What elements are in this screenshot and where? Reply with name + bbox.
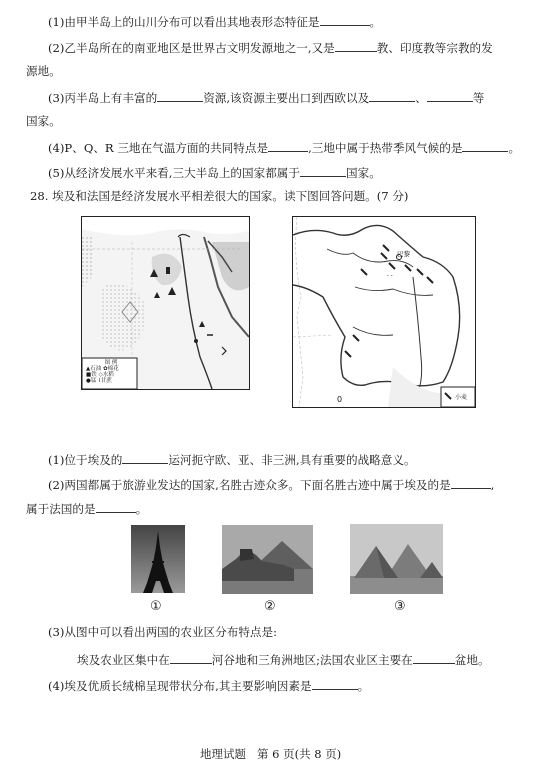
answer-blank[interactable]	[268, 139, 308, 152]
q27-part4: (4)P、Q、R 三地在气温方面的共同特点是 ,三地中属于热带季风气候的是 。	[48, 141, 521, 155]
q27-part5: (5)从经济发展水平来看,三大半岛上的国家都属于 国家。	[48, 166, 381, 180]
page-footer: 地理试题 第 6 页(共 8 页)	[200, 747, 342, 761]
q28-part2: (2)两国都属于旅游业发达的国家,名胜古迹众多。下面名胜古迹中属于埃及的是 ,	[48, 478, 495, 492]
answer-blank[interactable]	[312, 677, 358, 690]
egypt-map	[81, 216, 250, 390]
answer-blank[interactable]	[320, 13, 370, 26]
q27-part1: (1)由甲半岛上的山川分布可以看出其地表形态特征是 。	[48, 15, 382, 29]
answer-blank[interactable]	[369, 89, 415, 102]
photo-label-1: ①	[150, 599, 162, 614]
eiffel-tower-photo	[131, 525, 185, 593]
q27-part2: (2)乙半岛所在的南亚地区是世界古文明发源地之一,又是 教、印度教等宗教的发	[48, 41, 493, 55]
sphinx-photo	[222, 525, 313, 594]
scale-zero: 0	[337, 395, 343, 404]
q28-part2-cont: 属于法国的是 。	[26, 502, 148, 516]
q28-part3-answer: 埃及农业区集中在 河谷地和三角洲地区;法国农业区主要在 盆地。	[77, 653, 490, 667]
q28-title: 28. 埃及和法国是经济发展水平相差很大的国家。读下图回答问题。(7 分)	[30, 189, 409, 203]
photo-label-2: ②	[264, 599, 276, 614]
q28-part1: (1)位于埃及的 运河扼守欧、亚、非三洲,具有重要的战略意义。	[48, 453, 416, 467]
answer-blank[interactable]	[427, 89, 473, 102]
answer-blank[interactable]	[122, 451, 168, 464]
answer-blank[interactable]	[300, 164, 346, 177]
answer-blank[interactable]	[451, 476, 491, 489]
q27-part3: (3)丙半岛上有丰富的 资源,该资源主要出口到西欧以及 、 等	[48, 91, 485, 105]
answer-blank[interactable]	[462, 139, 508, 152]
answer-blank[interactable]	[413, 651, 455, 664]
q28-part4: (4)埃及优质长绒棉呈现带状分布,其主要影响因素是 。	[48, 679, 370, 693]
answer-blank[interactable]	[96, 500, 136, 513]
photo-label-3: ③	[394, 599, 406, 614]
q28-part3: (3)从图中可以看出两国的农业区分布特点是:	[48, 625, 278, 639]
q27-part3-cont: 国家。	[26, 114, 61, 128]
answer-blank[interactable]	[335, 39, 377, 52]
pyramids-photo	[350, 524, 443, 594]
answer-blank[interactable]	[170, 651, 212, 664]
paris-label: 巴黎	[397, 250, 410, 258]
q27-part2-cont: 源地。	[26, 64, 61, 78]
france-map	[292, 216, 476, 408]
answer-blank[interactable]	[157, 89, 203, 102]
svg-text:- -: - -	[387, 273, 393, 279]
egypt-legend: 图 例 ▲石油 ✿棉花 ■铁 ◇水稻 ●锰 ⌇甘蔗	[86, 360, 119, 384]
wheat-legend-label: 小麦	[455, 394, 468, 401]
